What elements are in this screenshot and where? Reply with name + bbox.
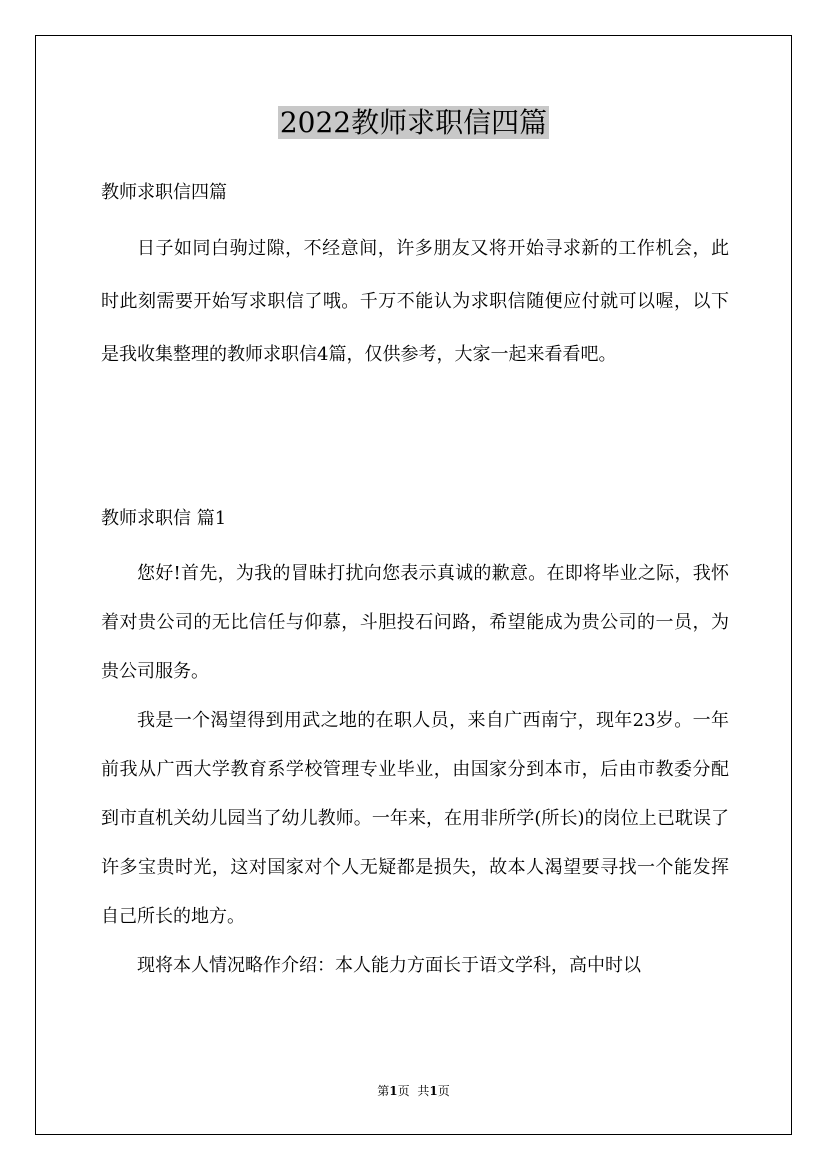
page-footer	[0, 1083, 827, 1099]
footer-page-number: 1	[389, 1084, 398, 1098]
subtitle-block	[101, 181, 729, 205]
footer-total-prefix: 共	[417, 1084, 430, 1098]
section1-paragraph-1: 您好!首先，为我的冒昧打扰向您表示真诚的歉意。在即将毕业之际，我怀着对贵公司的无比信任与仰慕，斗胆投石问路，希望能成为贵公司的一员，为贵公司服务。	[101, 563, 729, 682]
intro-paragraph: 日子如同白驹过隙，不经意间，许多朋友又将开始寻求新的工作机会，此时此刻需要开始写求职信了哦。千万不能认为求职信随便应付就可以喔，以下是我收集整理的教师求职信4篇，仅供参考，大家一起来看看吧。	[101, 238, 729, 365]
section1-heading: 教师求职信 篇1	[101, 508, 227, 529]
section1-paragraph-3: 现将本人情况略作介绍：本人能力方面长于语文学科，高中时以	[137, 955, 641, 976]
section1-heading-block	[101, 507, 729, 531]
footer-total-suffix: 页	[437, 1084, 450, 1098]
document-title-text: 2022教师求职信四篇	[279, 106, 548, 139]
intro-block	[101, 222, 729, 381]
document-title	[0, 104, 827, 142]
footer-page-suffix: 页	[397, 1084, 410, 1098]
footer-page-prefix: 第	[377, 1084, 390, 1098]
section1-paragraph-2: 我是一个渴望得到用武之地的在职人员，来自广西南宁，现年23岁。一年前我从广西大学教育系学校管理专业毕业，由国家分到本市，后由市教委分配到市直机关幼儿园当了幼儿教师。一年来，在用非所学(所长)的岗位上已耽误了许多宝贵时光，这对国家对个人无疑都是损失，故本人渴望要寻找一个能发挥自己所长的地方。	[101, 710, 729, 927]
footer-total-number: 1	[429, 1084, 438, 1098]
document-subtitle: 教师求职信四篇	[101, 182, 227, 203]
section1-body	[101, 549, 729, 990]
